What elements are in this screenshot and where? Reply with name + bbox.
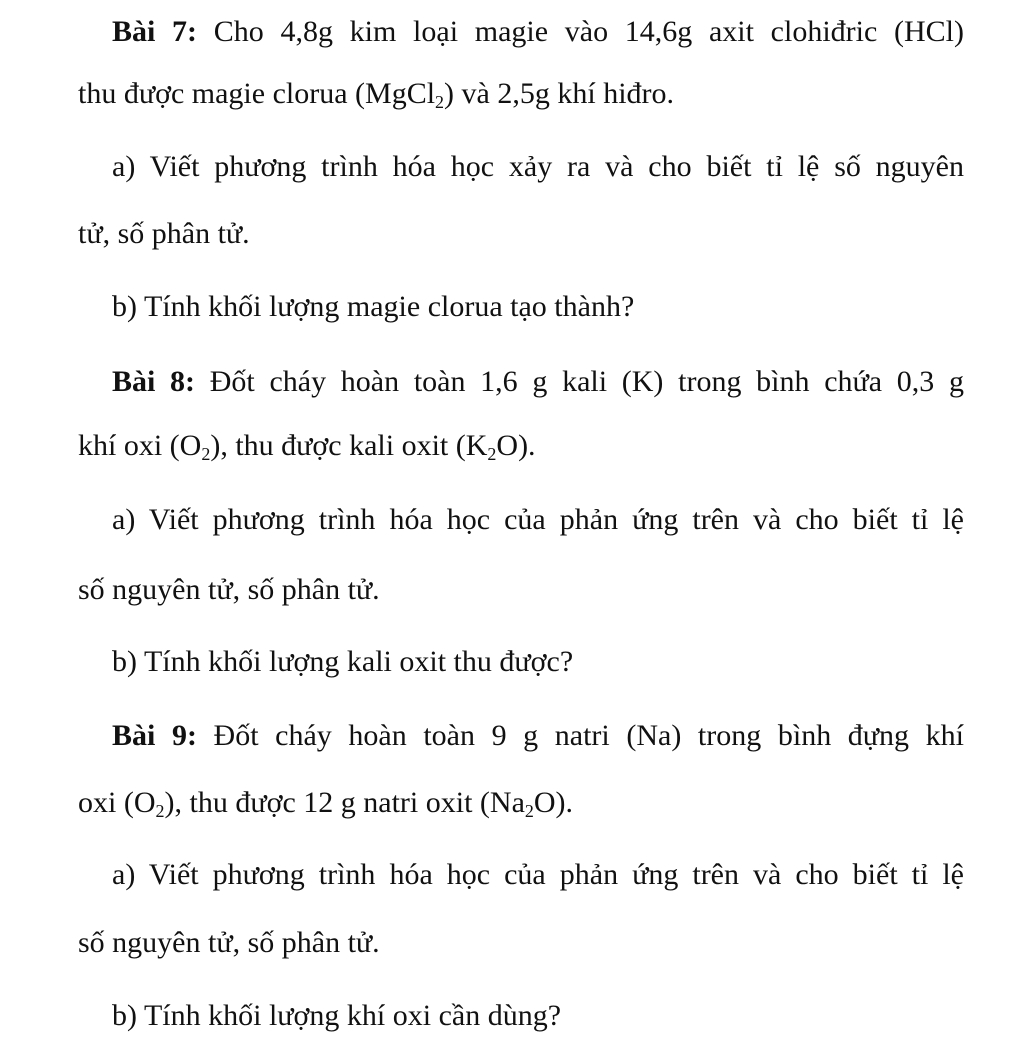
exercise-7-intro-line2-a: thu được magie clorua (MgCl — [78, 77, 436, 110]
exercise-8-intro-line2-c: O). — [496, 429, 536, 462]
exercise-8-part-a-line1: a) Viết phương trình hóa học của phản ứng trên và cho biết tỉ lệ — [112, 503, 964, 536]
exercise-9-intro-line2 — [78, 785, 573, 824]
exercise-7-intro-line2 — [78, 76, 674, 115]
exercise-7-intro-text: Cho 4,8g kim loại magie vào 14,6g axit clohiđric (HCl) — [197, 15, 964, 48]
exercise-9-part-a-line1: a) Viết phương trình hóa học của phản ứng trên và cho biết tỉ lệ — [112, 858, 964, 891]
exercise-7-part-b: b) Tính khối lượng magie clorua tạo thành? — [112, 290, 635, 323]
exercise-9-intro-text: Đốt cháy hoàn toàn 9 g natri (Na) trong bình đựng khí — [196, 719, 964, 752]
exercise-7-part-a-line2: tử, số phân tử. — [78, 217, 250, 250]
exercise-7-intro-line1 — [112, 14, 964, 50]
exercise-8-label: Bài 8: — [112, 365, 196, 398]
exercise-8-intro-line2 — [78, 428, 536, 467]
exercise-8-intro-line1 — [112, 364, 964, 400]
exercise-8-intro-text: Đốt cháy hoàn toàn 1,6 g kali (K) trong bình chứa 0,3 g — [195, 365, 964, 398]
exercise-7-subscript: 2 — [435, 91, 445, 112]
exercise-9-part-a-line2: số nguyên tử, số phân tử. — [78, 926, 380, 959]
exercise-8-part-b: b) Tính khối lượng kali oxit thu được? — [112, 645, 574, 678]
exercise-9-subscript-na2o: 2 — [524, 800, 534, 821]
exercise-7-part-a-line1: a) Viết phương trình hóa học xảy ra và cho biết tỉ lệ số nguyên — [112, 150, 964, 183]
exercise-8-subscript-k2o: 2 — [487, 443, 497, 464]
exercise-9-intro-line2-b: ), thu được 12 g natri oxit (Na — [164, 786, 525, 819]
exercise-9-subscript-o2: 2 — [155, 800, 165, 821]
exercise-9-part-b: b) Tính khối lượng khí oxi cần dùng? — [112, 999, 562, 1032]
exercise-9-intro-line2-c: O). — [533, 786, 574, 819]
exercise-8-part-a-line2: số nguyên tử, số phân tử. — [78, 573, 380, 606]
exercise-8-subscript-o2: 2 — [201, 443, 211, 464]
exercise-7-intro-line2-b: ) và 2,5g khí hiđro. — [444, 77, 675, 110]
exercise-7-label: Bài 7: — [112, 15, 198, 48]
exercise-9-label: Bài 9: — [112, 719, 197, 752]
exercise-8-intro-line2-b: ), thu được kali oxit (K — [210, 429, 488, 462]
exercise-8-intro-line2-a: khí oxi (O — [78, 429, 202, 462]
exercise-9-intro-line1 — [112, 718, 964, 754]
exercise-9-intro-line2-a: oxi (O — [78, 786, 156, 819]
